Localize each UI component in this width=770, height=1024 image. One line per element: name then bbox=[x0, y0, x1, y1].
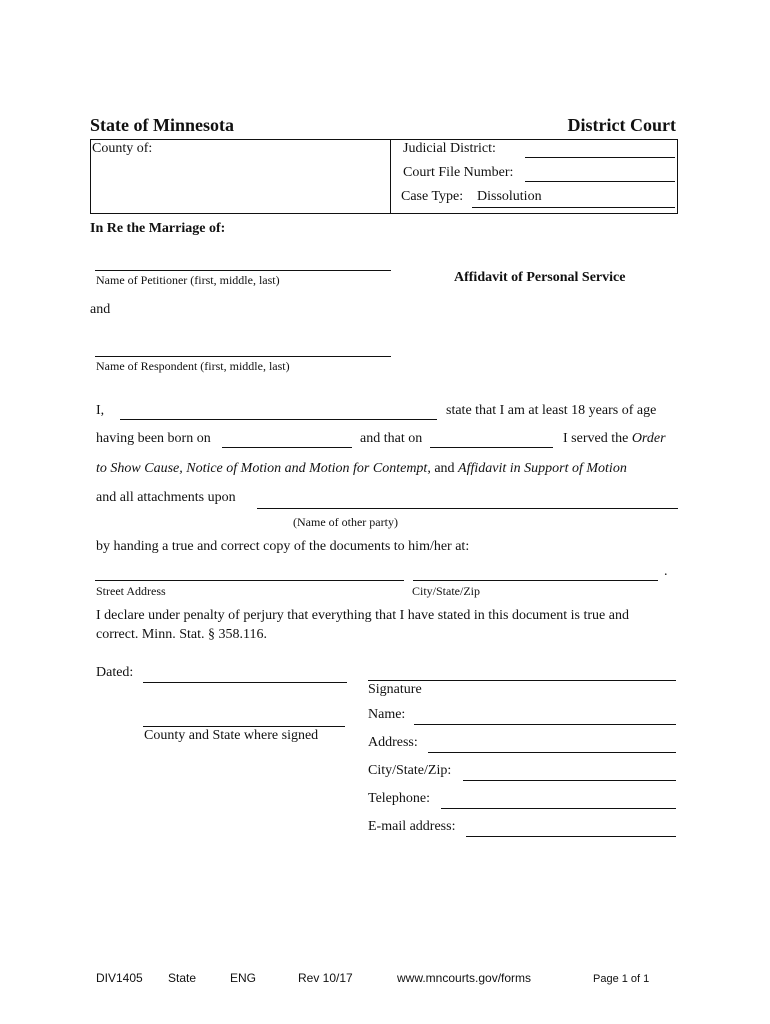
address-label: Address: bbox=[368, 735, 418, 750]
and-that-on-text: and that on bbox=[360, 431, 423, 446]
handing-text: by handing a true and correct copy of the documents to him/her at: bbox=[96, 539, 470, 554]
telephone-label: Telephone: bbox=[368, 791, 430, 806]
documents-served-1: to Show Cause, Notice of Motion and Motion for Contempt bbox=[96, 461, 428, 476]
court-file-number-field[interactable] bbox=[525, 181, 675, 182]
name-field[interactable] bbox=[414, 724, 676, 725]
other-party-label: (Name of other party) bbox=[293, 515, 398, 529]
city-state-zip-field[interactable] bbox=[413, 580, 658, 581]
signature-field[interactable] bbox=[368, 680, 676, 681]
county-state-field[interactable] bbox=[143, 726, 345, 727]
declaration-line-1: I declare under penalty of perjury that everything that I have stated in this document is true and bbox=[96, 608, 629, 623]
service-date-field[interactable] bbox=[430, 447, 553, 448]
city-state-zip-sign-label: City/State/Zip: bbox=[368, 763, 452, 778]
case-type-label: Case Type: bbox=[401, 189, 464, 204]
city-state-zip-label: City/State/Zip bbox=[412, 584, 480, 598]
affiant-name-field[interactable] bbox=[120, 419, 437, 420]
state-heading: State of Minnesota bbox=[90, 115, 234, 135]
judicial-district-field[interactable] bbox=[525, 157, 675, 158]
petitioner-label: Name of Petitioner (first, middle, last) bbox=[96, 273, 280, 287]
city-state-zip-sign-field[interactable] bbox=[463, 780, 676, 781]
i-text: I, bbox=[96, 403, 105, 418]
judicial-district-label: Judicial District: bbox=[403, 141, 496, 156]
attachments-text: and all attachments upon bbox=[96, 490, 236, 505]
county-state-label: County and State where signed bbox=[144, 728, 319, 743]
footer-form-id: DIV1405 bbox=[96, 971, 143, 985]
street-address-field[interactable] bbox=[95, 580, 404, 581]
period-text: . bbox=[664, 564, 668, 579]
name-label: Name: bbox=[368, 707, 406, 722]
documents-served-line bbox=[96, 461, 627, 477]
county-label: County of: bbox=[92, 141, 153, 156]
telephone-field[interactable] bbox=[441, 808, 676, 809]
court-heading: District Court bbox=[567, 115, 676, 135]
born-on-text: having been born on bbox=[96, 431, 211, 446]
respondent-name-field[interactable] bbox=[95, 356, 391, 357]
in-re-heading: In Re the Marriage of: bbox=[90, 221, 226, 236]
document-title: Affidavit of Personal Service bbox=[454, 270, 626, 285]
court-file-number-label: Court File Number: bbox=[403, 165, 514, 180]
signature-label: Signature bbox=[368, 682, 422, 697]
served-the-words: I served the bbox=[563, 431, 629, 446]
street-address-label: Street Address bbox=[96, 584, 166, 598]
caption-box bbox=[90, 139, 678, 214]
footer-page: Page 1 of 1 bbox=[593, 973, 650, 985]
email-label: E-mail address: bbox=[368, 819, 456, 834]
footer-rev: Rev 10/17 bbox=[298, 971, 353, 985]
other-party-field[interactable] bbox=[257, 508, 678, 509]
served-the-text bbox=[563, 431, 666, 447]
and-text: and bbox=[90, 302, 111, 317]
footer-url[interactable]: www.mncourts.gov/forms bbox=[397, 971, 532, 985]
state-age-text: state that I am at least 18 years of age bbox=[446, 403, 657, 418]
birth-date-field[interactable] bbox=[222, 447, 352, 448]
respondent-label: Name of Respondent (first, middle, last) bbox=[96, 359, 290, 373]
case-type-field bbox=[472, 207, 675, 208]
footer-lang: ENG bbox=[230, 971, 257, 985]
footer-state: State bbox=[168, 971, 197, 985]
petitioner-name-field[interactable] bbox=[95, 270, 391, 271]
dated-label: Dated: bbox=[96, 665, 134, 680]
documents-served-2: Affidavit in Support of Motion bbox=[458, 461, 627, 476]
email-field[interactable] bbox=[466, 836, 676, 837]
declaration-line-2: correct. Minn. Stat. § 358.116. bbox=[96, 627, 267, 642]
caption-divider bbox=[390, 139, 391, 214]
case-type-value[interactable]: Dissolution bbox=[477, 189, 542, 204]
dated-field[interactable] bbox=[143, 682, 347, 683]
order-word: Order bbox=[631, 431, 666, 446]
address-field[interactable] bbox=[428, 752, 676, 753]
documents-served-and: , and bbox=[427, 461, 459, 476]
